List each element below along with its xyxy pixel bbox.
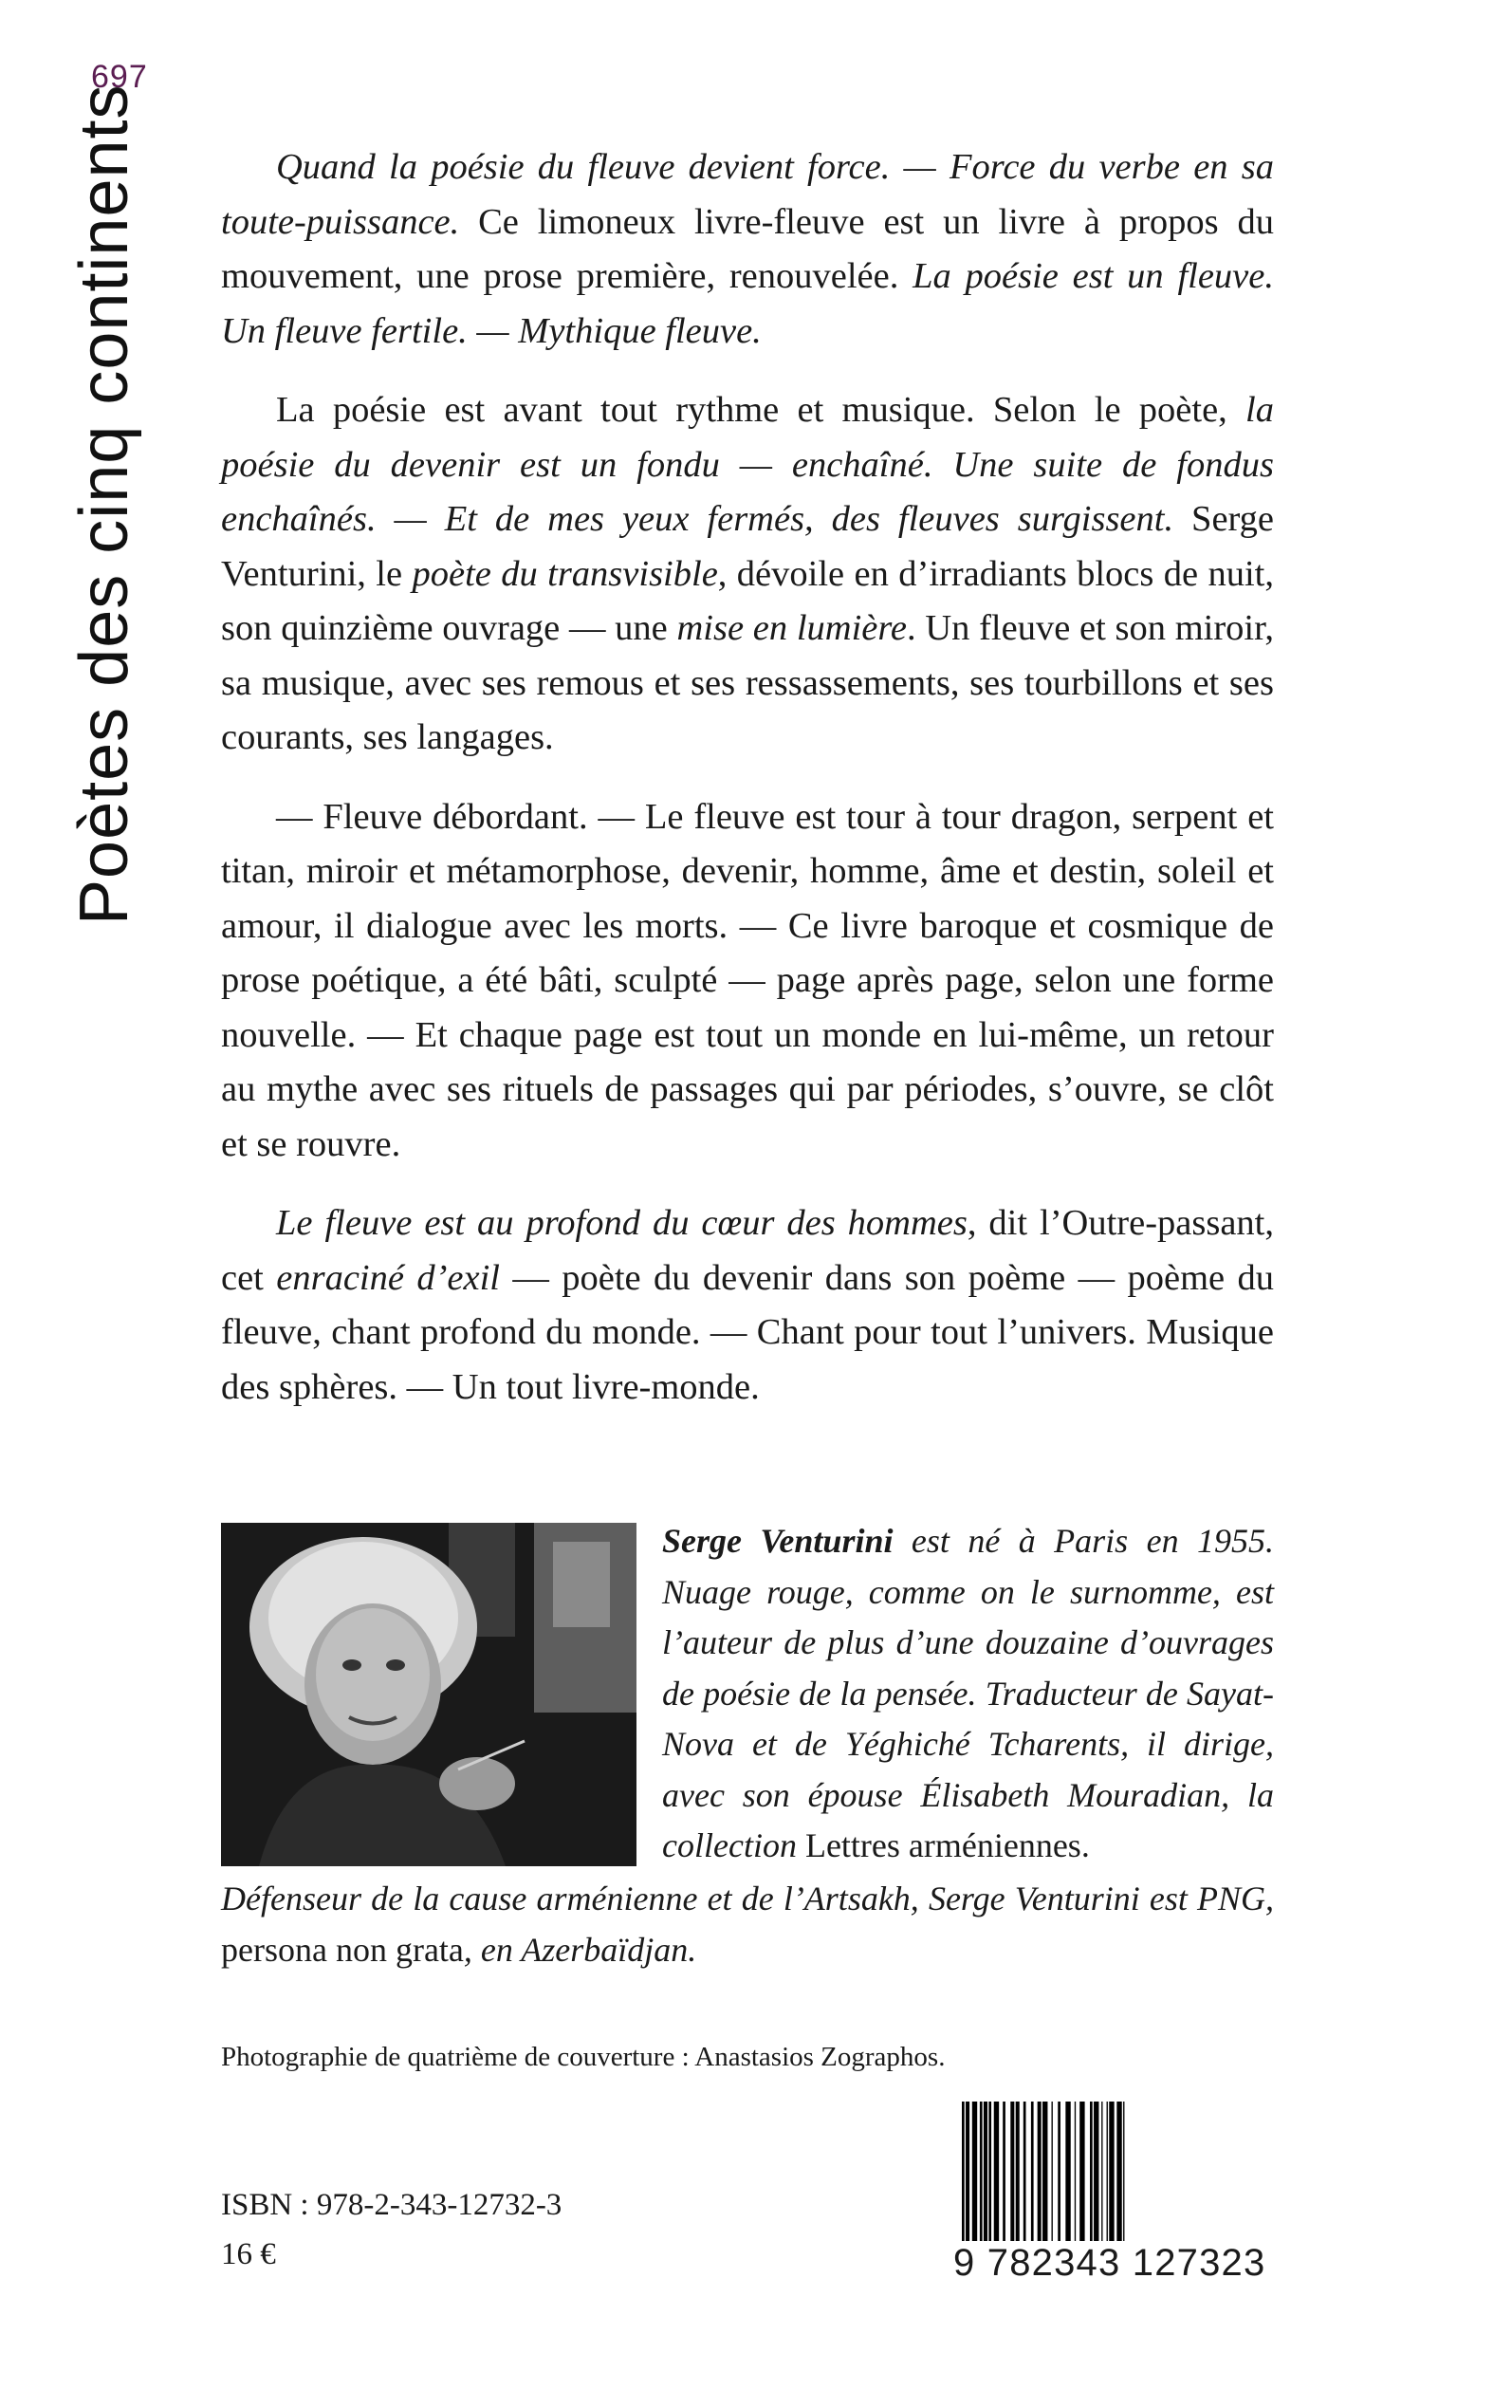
text-run: La poésie est avant tout rythme et musique. Selon le poète, [276, 390, 1246, 430]
text-run: La poésie est un fleuve. Un fleuve fertile. — Mythique fleuve. [221, 256, 1274, 351]
barcode-bar [1003, 2102, 1005, 2244]
author-name: Serge Venturini [662, 1522, 894, 1560]
barcode-bar [1094, 2102, 1098, 2244]
barcode-bar [1101, 2102, 1102, 2244]
barcode-bar [980, 2102, 983, 2244]
series-title: Poètes des cinq continents [66, 83, 142, 925]
barcode-bar [1023, 2102, 1026, 2244]
text-run: Le fleuve est au profond du cœur des hommes [276, 1203, 968, 1243]
text-run: , dit l’Outre-passant, cet [221, 1203, 1274, 1298]
barcode-bar [994, 2102, 999, 2244]
barcode-digits: 9 782343 127323 [953, 2241, 1281, 2285]
paragraph-2 [221, 383, 1274, 766]
text-run: Serge Venturini, le [221, 499, 1275, 594]
text-run: enraciné d’exil [276, 1257, 500, 1298]
persona-non-grata: persona non grata [221, 1930, 464, 1969]
text-run: poète du transvisible [412, 553, 718, 594]
text-run: , dévoile en d’irradiants blocs de nuit, son quinzième ouvrage — une [221, 553, 1274, 648]
paragraph-4 [221, 1196, 1274, 1415]
author-photo [221, 1523, 636, 1866]
barcode-bar [1075, 2102, 1076, 2244]
text-run: — Fleuve débordant. — Le fleuve est tour à tour dragon, serpent et titan, miroir et métamorphose, devenir, homme, âme et destin, soleil et amour, il dialogue avec les morts. — Ce livre baroque et cosmique de prose poétique, a été bâti, sculpté — page après page, selon une forme nouvelle. — Et chaque page est tout un monde en lui-même, un retour au mythe avec ses rituels de passages qui par périodes, s’ouvre, se clôt et se rouvre. [221, 796, 1274, 1164]
paragraph-3 [221, 790, 1274, 1173]
page-number: 697 [91, 59, 148, 95]
author-bio-continued [221, 1874, 1274, 1975]
bio-text-1: est né à Paris en 1955. Nuage rouge, comme on le surnomme, est l’auteur de plus d’une douzaine d’ouvrages de poésie de la pensée. Traducteur de Sayat-Nova et de Yéghiché Tcharents, il dirige, avec son épouse Élisabeth Mouradian, la collection [662, 1522, 1274, 1864]
price: 16 € [221, 2237, 276, 2271]
bio-text-2: Défenseur de la cause arménienne et de l’Artsakh, Serge Venturini est PNG, [221, 1880, 1274, 1917]
text-run: la poésie du devenir est un fondu — enchaîné. Une suite de fondus enchaînés. — Et de mes yeux fermés, des fleuves surgissent. [221, 390, 1274, 539]
barcode-bar [1052, 2102, 1053, 2244]
author-portrait-graphic [221, 1523, 636, 1866]
barcode-bar [1065, 2102, 1070, 2244]
barcode-bar [972, 2102, 977, 2244]
text-run: Quand la poésie du fleuve devient force. — Force du verbe en sa toute-puissance. [221, 147, 1274, 242]
barcode-bar [1090, 2102, 1093, 2244]
isbn: ISBN : 978-2-343-12732-3 [221, 2188, 562, 2222]
text-run: mise en lumière [676, 608, 907, 648]
bio-text-3: , en Azerbaïdjan. [463, 1930, 697, 1969]
text-run: . Un fleuve et son miroir, sa musique, avec ses remous et ses ressassements, ses tourbillons et ses courants, ses langages. [221, 608, 1275, 757]
back-cover-text [221, 140, 1274, 1439]
barcode-bar [1031, 2102, 1034, 2244]
barcode-bar [1058, 2102, 1060, 2244]
barcode-bar [988, 2102, 991, 2244]
text-run: — poète du devenir dans son poème — poème du fleuve, chant profond du monde. — Chant pour tout l’univers. Musique des sphères. — Un tout livre-monde. [221, 1257, 1274, 1407]
barcode-bar [1116, 2102, 1121, 2244]
paragraph-1 [221, 140, 1274, 359]
barcode-bar [1038, 2102, 1042, 2244]
barcode-bar [984, 2102, 987, 2244]
photo-credit: Photographie de quatrième de couverture : Anastasios Zographos. [221, 2042, 946, 2072]
barcode-bar [1109, 2102, 1114, 2244]
barcode-bar [1079, 2102, 1084, 2244]
collection-name: Lettres arméniennes. [804, 1826, 1090, 1864]
barcode-bar [1016, 2102, 1020, 2244]
text-run: Ce limoneux livre-fleuve est un livre à propos du mouvement, une prose première, renouvelée. [221, 201, 1274, 296]
author-bio [662, 1516, 1274, 1872]
barcode-bar [1107, 2102, 1108, 2244]
barcode-bar [1010, 2102, 1014, 2244]
